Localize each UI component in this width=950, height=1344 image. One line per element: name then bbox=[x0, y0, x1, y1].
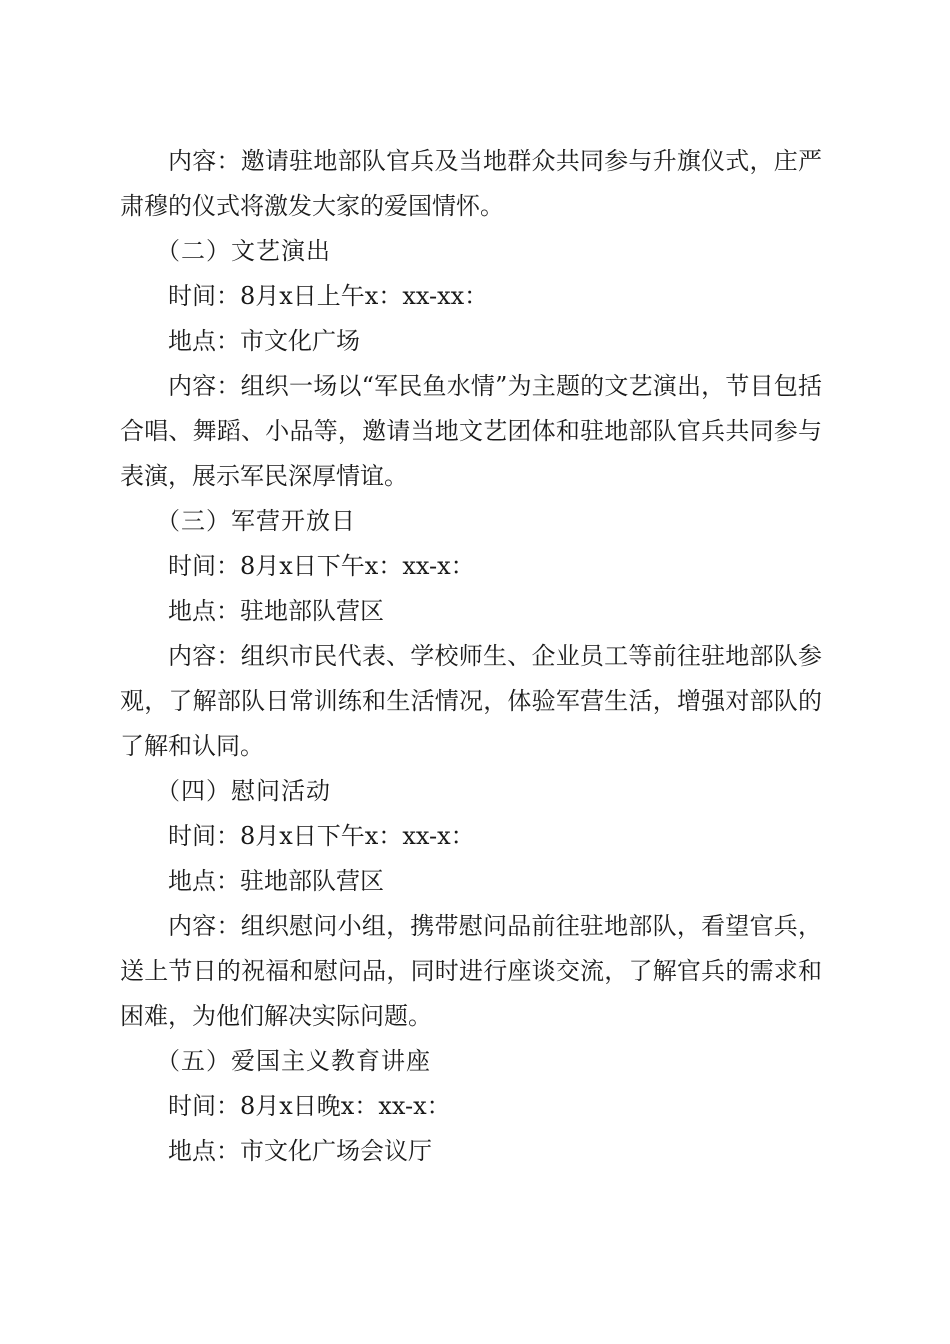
document-body bbox=[120, 139, 822, 1174]
paragraph-condolence-time: 时间：8月x日下午x：xx-x： bbox=[168, 822, 475, 850]
paragraph-performance-content: 内容：组织一场以“军民鱼水情”为主题的文艺演出，节目包括合唱、舞蹈、小品等，邀请当地文艺团体和驻地部队官兵共同参与表演，展示军民深厚情谊。 bbox=[120, 372, 822, 490]
paragraph-condolence-location: 地点：驻地部队营区 bbox=[168, 867, 384, 895]
paragraph-performance-time: 时间：8月x日上午x：xx-xx： bbox=[168, 282, 489, 310]
section-heading-condolence: （四）慰问活动 bbox=[156, 777, 331, 805]
paragraph-performance-location: 地点：市文化广场 bbox=[168, 327, 360, 355]
paragraph-lecture-time: 时间：8月x日晚x：xx-x： bbox=[168, 1092, 451, 1120]
paragraph-flag-ceremony-content: 内容：邀请驻地部队官兵及当地群众共同参与升旗仪式，庄严肃穆的仪式将激发大家的爱国情怀。 bbox=[120, 147, 822, 220]
paragraph-open-day-content: 内容：组织市民代表、学校师生、企业员工等前往驻地部队参观，了解部队日常训练和生活情况，体验军营生活，增强对部队的了解和认同。 bbox=[120, 642, 822, 760]
paragraph-condolence-content: 内容：组织慰问小组，携带慰问品前往驻地部队，看望官兵，送上节日的祝福和慰问品，同时进行座谈交流，了解官兵的需求和困难，为他们解决实际问题。 bbox=[120, 912, 822, 1030]
section-heading-lecture: （五）爱国主义教育讲座 bbox=[156, 1047, 431, 1075]
paragraph-open-day-time: 时间：8月x日下午x：xx-x： bbox=[168, 552, 475, 580]
section-heading-performance: （二）文艺演出 bbox=[156, 237, 331, 265]
paragraph-lecture-location: 地点：市文化广场会议厅 bbox=[168, 1137, 432, 1165]
section-heading-open-day: （三）军营开放日 bbox=[156, 507, 356, 535]
paragraph-open-day-location: 地点：驻地部队营区 bbox=[168, 597, 384, 625]
